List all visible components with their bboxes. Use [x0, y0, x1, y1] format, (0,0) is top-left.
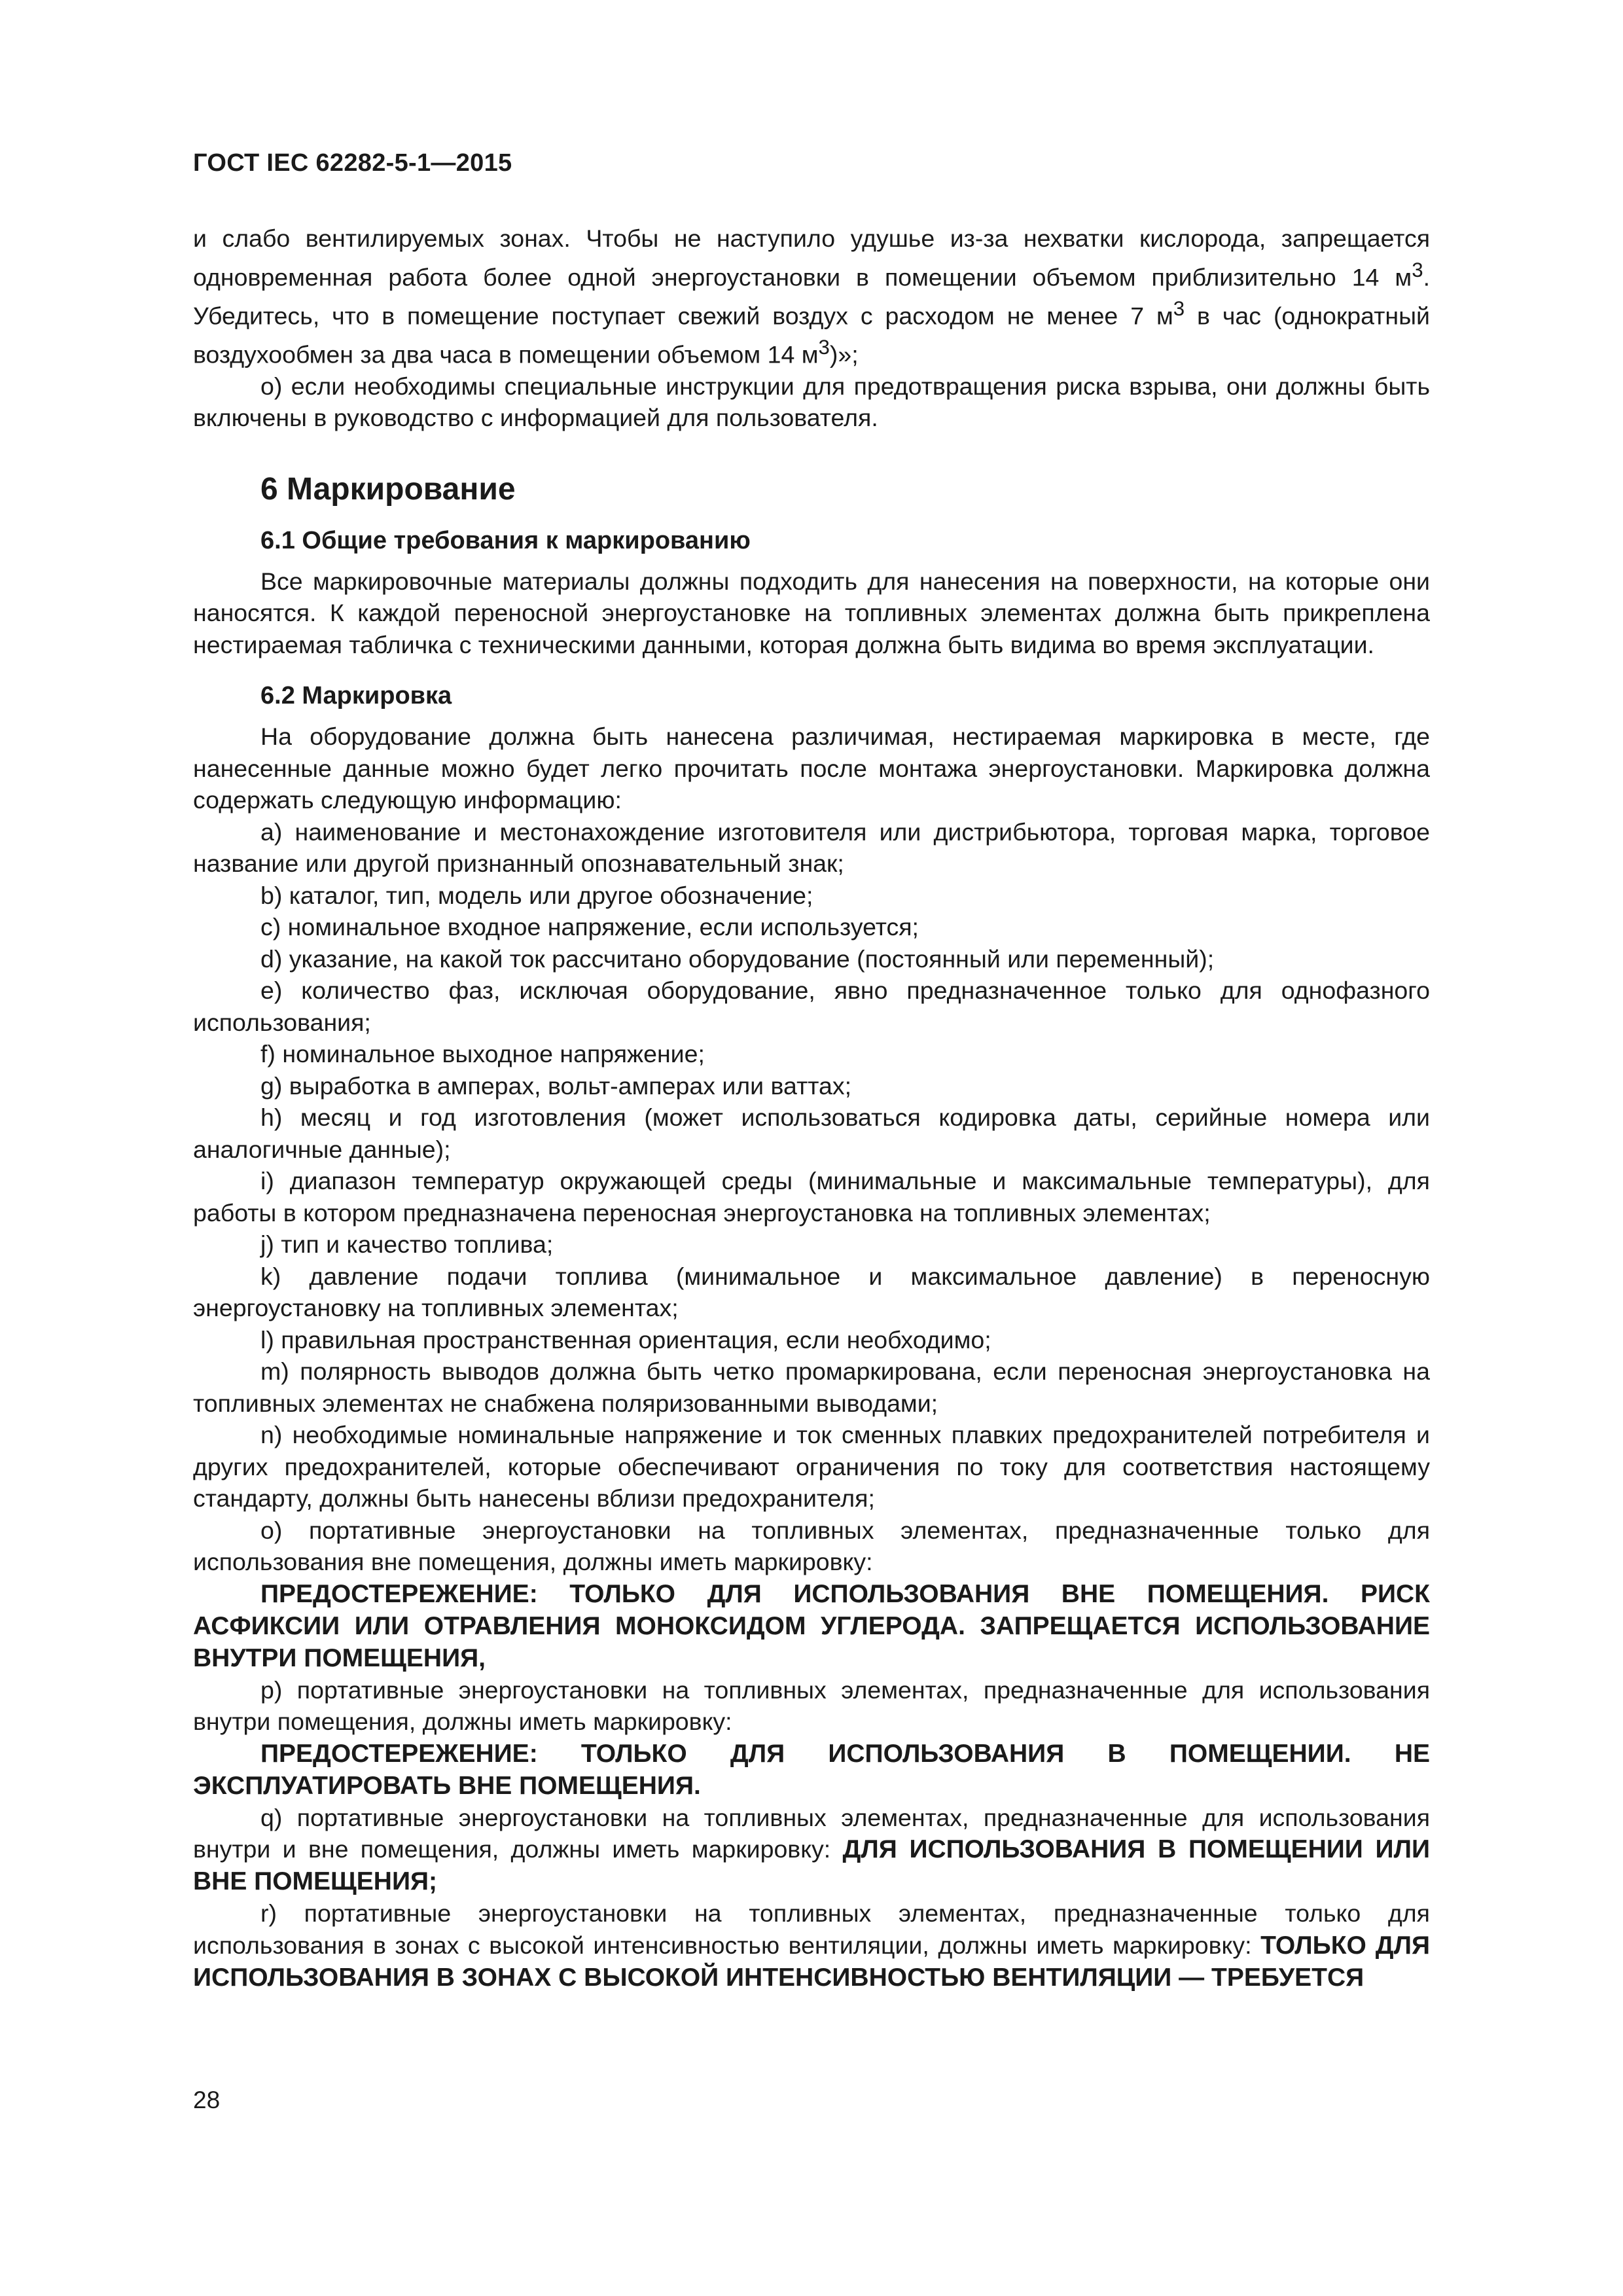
list-item: i) диапазон температур окружающей среды (минимальные и максимальные температуры), для работы в котором предназначена переносная энергоустановка на топливных элементах; — [193, 1167, 1430, 1227]
subsection-title-6-2: 6.2 Маркировка — [260, 682, 452, 709]
list-item: o) портативные энергоустановки на топливных элементах, предназначенные только для использования вне помещения, должны иметь маркировку: — [193, 1516, 1430, 1575]
warning-text: ПРЕДОСТЕРЕЖЕНИЕ: ТОЛЬКО ДЛЯ ИСПОЛЬЗОВАНИЯ В ПОМЕЩЕНИИ. НЕ ЭКСПЛУАТИРОВАТЬ ВНЕ ПОМЕЩЕНИЯ. — [193, 1739, 1430, 1800]
document-header: ГОСТ IEC 62282-5-1—2015 — [193, 149, 512, 177]
list-item: d) указание, на какой ток рассчитано оборудование (постоянный или переменный); — [260, 944, 1215, 973]
list-item: e) количество фаз, исключая оборудование, явно предназначенное только для однофазного использования; — [193, 977, 1430, 1036]
section-title: 6 Маркирование — [260, 471, 516, 507]
list-item: p) портативные энергоустановки на топливных элементах, предназначенные для использования внутри помещения, должны иметь маркировку: — [193, 1676, 1430, 1735]
list-item: b) каталог, тип, модель или другое обозначение; — [260, 881, 813, 909]
warning-text: ПРЕДОСТЕРЕЖЕНИЕ: ТОЛЬКО ДЛЯ ИСПОЛЬЗОВАНИЯ ВНЕ ПОМЕЩЕНИЯ. РИСК АСФИКСИИ ИЛИ ОТРАВЛЕНИЯ МОНОКСИДОМ УГЛЕРОДА. ЗАПРЕЩАЕТСЯ ИСПОЛЬЗОВАНИЕ ВНУТРИ ПОМЕЩЕНИЯ, — [193, 1579, 1430, 1672]
list-item: f) номинальное выходное напряжение; — [260, 1040, 705, 1067]
superscript: 3 — [1412, 258, 1423, 281]
list-item: c) номинальное входное напряжение, если используется; — [260, 913, 919, 941]
list-item: r) портативные энергоустановки на топливных элементах, предназначенные только для использования в зонах с высокой интенсивностью вентиляции, должны иметь маркировку: ТОЛЬКО ДЛЯ ИСПОЛЬЗОВАНИЯ В ЗОНАХ С ВЫСОКОЙ ИНТЕНСИВНОСТЬЮ ВЕНТИЛЯЦИИ — ТРЕБУЕТСЯ — [193, 1899, 1430, 1992]
subsection-6-2-intro: На оборудование должна быть нанесена различимая, нестираемая маркировка в месте, где нанесенные данные можно будет легко прочитать после монтажа энергоустановки. Маркировка должна содержать следующую информацию: — [193, 723, 1430, 814]
marking-text: ТОЛЬКО ДЛЯ ИСПОЛЬЗОВАНИЯ В ЗОНАХ С ВЫСОКОЙ ИНТЕНСИВНОСТЬЮ ВЕНТИЛЯЦИИ — ТРЕБУЕТСЯ — [193, 1931, 1430, 1992]
list-item: l) правильная пространственная ориентация, если необходимо; — [260, 1325, 991, 1354]
superscript: 3 — [1173, 296, 1185, 320]
list-item-o-intro: o) если необходимы специальные инструкции для предотвращения риска взрыва, они должны быть включены в руководство с информацией для пользователя. — [193, 372, 1430, 431]
list-item: m) полярность выводов должна быть четко промаркирована, если переносная энергоустановка на топливных элементах не снабжена поляризованными выводами; — [193, 1357, 1430, 1417]
list-item: a) наименование и местонахождение изготовителя или дистрибьютора, торговая марка, торговое название или другой признанный опознавательный знак; — [193, 817, 1430, 877]
list-item: h) месяц и год изготовления (может использоваться кодировка даты, серийные номера или аналогичные данные); — [193, 1103, 1430, 1163]
list-item: j) тип и качество топлива; — [260, 1230, 554, 1258]
page-number: 28 — [193, 2087, 221, 2113]
list-item: k) давление подачи топлива (минимальное и максимальное давление) в переносную энергоустановку на топливных элементах; — [193, 1262, 1430, 1321]
subsection-6-1-text: Все маркировочные материалы должны подходить для нанесения на поверхности, на которые они наносятся. К каждой переносной энергоустановке на топливных элементах должна быть прикреплена нестираемая табличка с техническими данными, которая должна быть видима во время эксплуатации. — [193, 567, 1430, 658]
list-item: n) необходимые номинальные напряжение и ток сменных плавких предохранителей потребителя и других предохранителей, которые обеспечивают ограничения по току для соответствия настоящему стандарту, должны быть нанесены вблизи предохранителя; — [193, 1421, 1430, 1512]
list-item: q) портативные энергоустановки на топливных элементах, предназначенные для использования внутри и вне помещения, должны иметь маркировку: ДЛЯ ИСПОЛЬЗОВАНИЯ В ПОМЕЩЕНИИ ИЛИ ВНЕ ПОМЕЩЕНИЯ; — [193, 1803, 1430, 1895]
list-item: g) выработка в амперах, вольт-амперах или ваттах; — [260, 1071, 852, 1100]
superscript: 3 — [818, 335, 830, 359]
subsection-title-6-1: 6.1 Общие требования к маркированию — [260, 526, 751, 554]
document-body — [193, 223, 1430, 1994]
intro-paragraph: и слабо вентилируемых зонах. Чтобы не наступило удушье из-за нехватки кислорода, запрещается одновременная работа более одной энергоустановки в помещении объемом приблизительно 14 $м^3$. Убедитесь, что в помещение поступает свежий воздух с расходом не менее 7 $м^3$ в час (однократный воздухообмен за два часа в помещении объемом 14 $м^3$)»; — [193, 224, 1430, 368]
marking-text: ДЛЯ ИСПОЛЬЗОВАНИЯ В ПОМЕЩЕНИИ ИЛИ ВНЕ ПОМЕЩЕНИЯ; — [193, 1835, 1430, 1895]
